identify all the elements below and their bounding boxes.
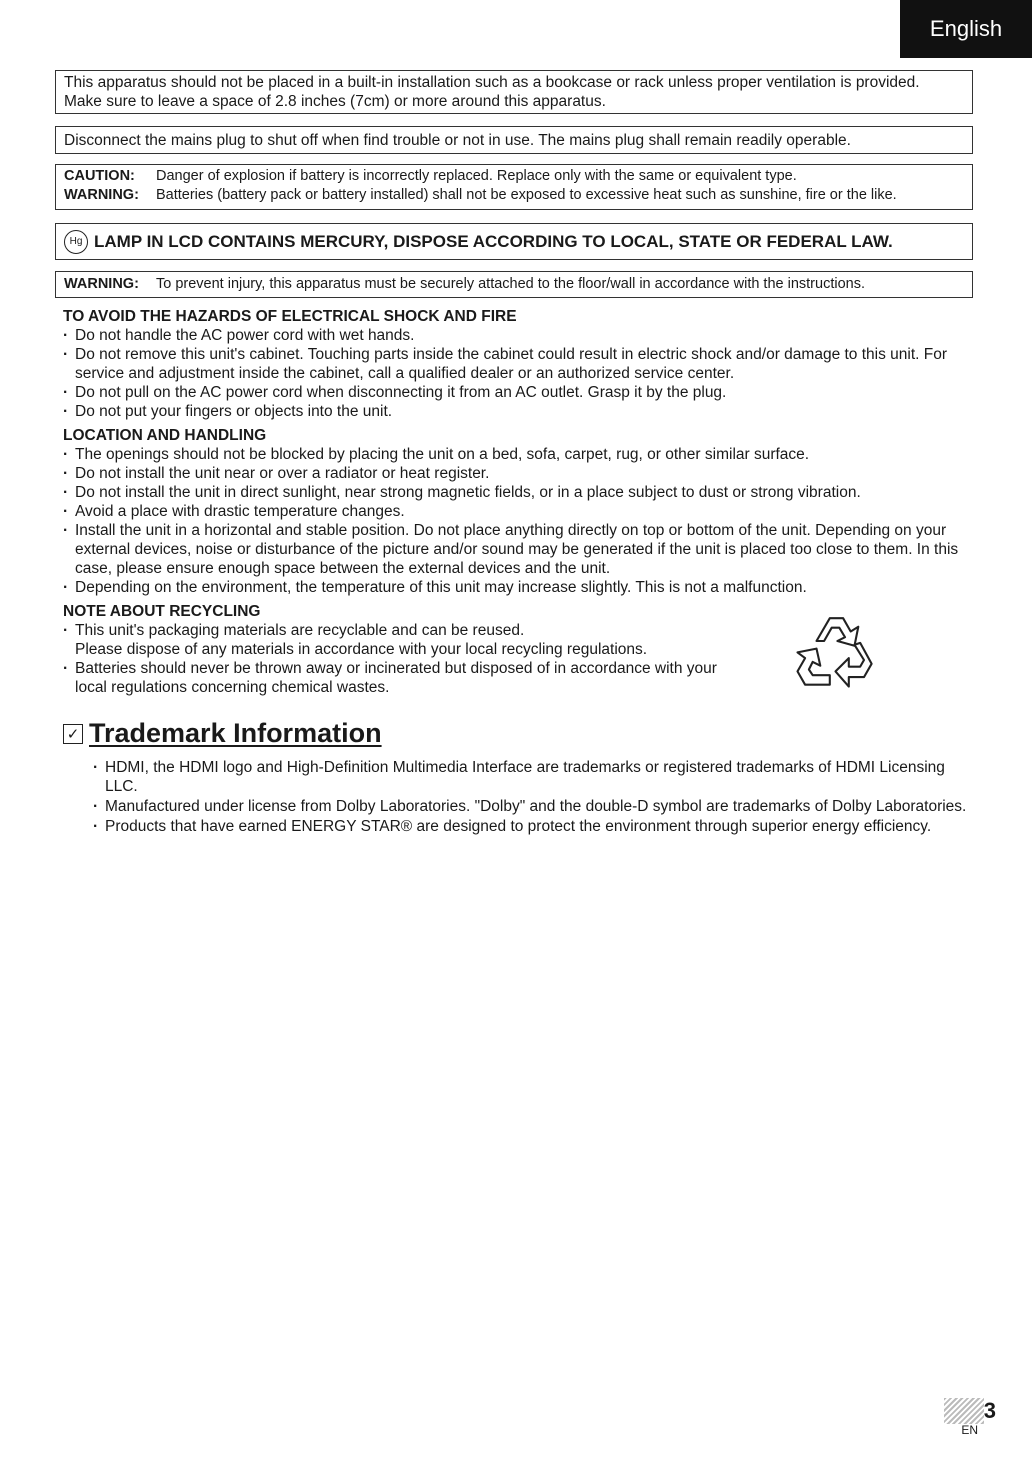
- trademark-title: [63, 718, 382, 749]
- mains-text: Disconnect the mains plug to shut off when find trouble or not in use. The mains plug shall remain readily operable.: [64, 132, 851, 149]
- list-item: · Do not pull on the AC power cord when disconnecting it from an AC outlet. Grasp it by the plug.: [63, 383, 973, 402]
- list-item: · Do not install the unit near or over a radiator or heat register.: [63, 464, 973, 483]
- hazards-heading: TO AVOID THE HAZARDS OF ELECTRICAL SHOCK AND FIRE: [63, 308, 517, 325]
- recycling-item-1: This unit's packaging materials are recyclable and can be reused.: [75, 622, 525, 639]
- injury-warning-label: WARNING:: [64, 276, 139, 292]
- list-item: · Products that have earned ENERGY STAR® are designed to protect the environment through superior energy efficiency.: [93, 817, 973, 836]
- page-language: EN: [961, 1423, 978, 1437]
- list-item: · Avoid a place with drastic temperature changes.: [63, 502, 973, 521]
- list-item: · Do not install the unit in direct sunlight, near strong magnetic fields, or in a place subject to dust or strong vibration.: [63, 483, 973, 502]
- list-item: · Do not remove this unit's cabinet. Touching parts inside the cabinet could result in electric shock and/or damage to this unit. For service and adjustment inside the cabinet, call a qualified dealer or an authorized service center.: [63, 345, 973, 383]
- injury-warning-text: To prevent injury, this apparatus must be securely attached to the floor/wall in accordance with the instructions.: [156, 276, 865, 292]
- list-item: · Depending on the environment, the temperature of this unit may increase slightly. This is not a malfunction.: [63, 578, 973, 597]
- caution-label: CAUTION:: [64, 168, 135, 184]
- list-item: [63, 659, 783, 697]
- recycling-item-1-cont: Please dispose of any materials in accordance with your local recycling regulations.: [75, 641, 648, 658]
- page-number: 3: [944, 1398, 996, 1424]
- list-item: · Install the unit in a horizontal and stable position. Do not place anything directly on top or bottom of the unit. Depending on your external devices, noise or disturbance of the picture and/or sound may be generated if the unit is placed too close to them. In this case, please ensure enough space between the external devices and the unit.: [63, 521, 973, 578]
- trademark-title-text: Trademark Information: [89, 718, 382, 748]
- hazards-section: [63, 307, 973, 421]
- checkbox-icon: ✓: [63, 724, 83, 744]
- recycle-icon: [788, 603, 883, 698]
- mercury-notice: [55, 223, 973, 260]
- list-item: [63, 621, 783, 659]
- list-item: · Manufactured under license from Dolby Laboratories. "Dolby" and the double-D symbol are trademarks of Dolby Laboratories.: [93, 797, 973, 816]
- recycling-section: [63, 602, 783, 697]
- recycling-item-2b: local regulations concerning chemical wastes.: [75, 679, 390, 696]
- ventilation-line-1: This apparatus should not be placed in a built-in installation such as a bookcase or rack unless proper ventilation is provided.: [64, 74, 920, 91]
- caution-text: Danger of explosion if battery is incorrectly replaced. Replace only with the same or equivalent type.: [156, 168, 797, 184]
- recycling-item-2a: Batteries should never be thrown away or incinerated but disposed of in accordance with your: [75, 660, 717, 677]
- battery-warning-text: Batteries (battery pack or battery installed) shall not be exposed to excessive heat such as sunshine, fire or the like.: [156, 187, 897, 203]
- list-item: · Do not handle the AC power cord with wet hands.: [63, 326, 973, 345]
- location-heading: LOCATION AND HANDLING: [63, 427, 267, 444]
- injury-warning-notice: [55, 271, 973, 298]
- list-item: · HDMI, the HDMI logo and High-Definition Multimedia Interface are trademarks or registered trademarks of HDMI Licensing LLC.: [93, 758, 973, 796]
- list-item: · Do not put your fingers or objects into the unit.: [63, 402, 973, 421]
- ventilation-line-2: Make sure to leave a space of 2.8 inches (7cm) or more around this apparatus.: [64, 93, 606, 110]
- mercury-text: LAMP IN LCD CONTAINS MERCURY, DISPOSE ACCORDING TO LOCAL, STATE OR FEDERAL LAW.: [94, 232, 893, 251]
- recycling-heading: NOTE ABOUT RECYCLING: [63, 603, 261, 620]
- list-item: · The openings should not be blocked by placing the unit on a bed, sofa, carpet, rug, or other similar surface.: [63, 445, 973, 464]
- location-section: [63, 426, 973, 597]
- trademark-list: [93, 758, 973, 837]
- battery-notice: [55, 164, 973, 210]
- mains-notice: [55, 126, 973, 154]
- ventilation-notice: [55, 70, 973, 114]
- mercury-hg-icon: Hg: [64, 230, 88, 254]
- language-tab: English: [900, 0, 1032, 58]
- battery-warning-label: WARNING:: [64, 187, 139, 203]
